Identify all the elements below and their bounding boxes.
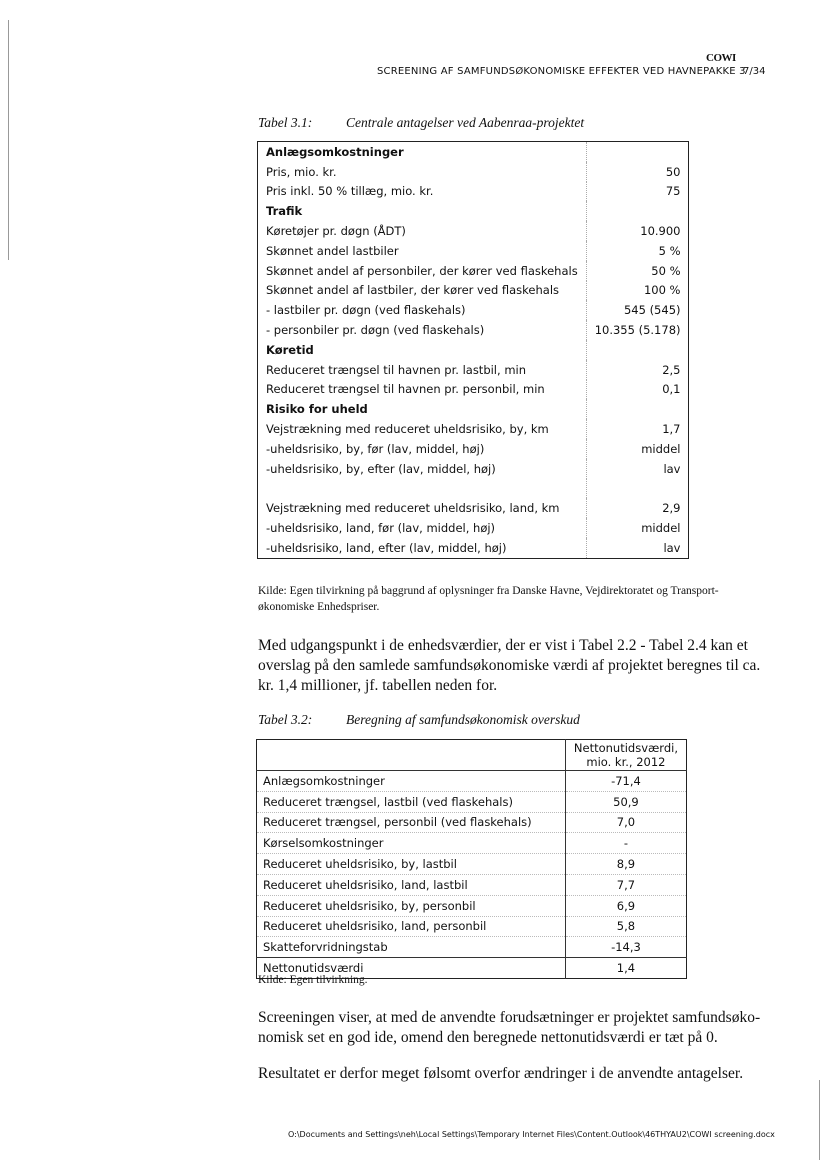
table-header-row [257, 740, 687, 771]
table-cell-label: Anlægsomkostninger [257, 771, 566, 792]
table-cell-value: 50,9 [565, 791, 686, 812]
assumptions-table [257, 141, 689, 559]
paragraph-2-line1: Screeningen viser, at med de anvendte forudsætninger er projektet samfundsøko- [258, 1009, 761, 1026]
table1-caption-text: Centrale antagelser ved Aabenraa-projektet [346, 115, 585, 130]
surplus-table [256, 739, 687, 979]
page-header-title: SCREENING AF SAMFUNDSØKONOMISKE EFFEKTER VED HAVNEPAKKE 3 [377, 66, 746, 77]
table-cell-value: 7,7 [565, 874, 686, 895]
table-row [257, 771, 687, 792]
table-cell-value: 10.900 [640, 224, 681, 239]
table-cell-label: Reduceret uheldsrisiko, by, personbil [257, 895, 566, 916]
table-cell-value [586, 201, 688, 221]
table-row [258, 498, 689, 518]
table1-caption [258, 115, 584, 131]
table-row [258, 281, 689, 301]
table-cell-label: -uheldsrisiko, by, før (lav, middel, høj) [258, 439, 587, 459]
paragraph-2-line2: nomisk set en god ide, omend den beregnede nettonutidsværdi er tæt på 0. [258, 1029, 718, 1046]
table-cell-label: -uheldsrisiko, land, før (lav, middel, høj) [258, 518, 587, 538]
table-cell-label: Skønnet andel lastbiler [258, 241, 587, 261]
table-header-npv [565, 740, 686, 771]
scan-edge-right [819, 1080, 820, 1160]
table-cell-value: 2,9 [662, 501, 681, 516]
table1-source [258, 583, 778, 615]
table-row [258, 241, 689, 261]
surplus-table-body [257, 740, 687, 979]
table-cell-label: Skatteforvridningstab [257, 937, 566, 958]
table-cell-label: Reduceret uheldsrisiko, by, lastbil [257, 854, 566, 875]
table-cell-label: -uheldsrisiko, by, efter (lav, middel, høj) [258, 459, 587, 479]
table-cell-value: 2,5 [662, 362, 681, 377]
table-row [258, 538, 689, 558]
table-header-npv-line1: Nettonutidsværdi, [573, 741, 678, 755]
table2-caption-number: Tabel 3.2: [258, 712, 313, 727]
table-cell-value: 7,0 [565, 812, 686, 833]
table-cell-value: -71,4 [611, 773, 641, 788]
table-cell-label: Kørselsomkostninger [257, 833, 566, 854]
table-cell-value: lav [663, 540, 681, 555]
table-row [258, 459, 689, 479]
table-cell-label: Trafik [258, 201, 587, 221]
paragraph-1-line2: overslag på den samlede samfundsøkonomiske værdi af projektet beregnes til ca. [258, 657, 761, 674]
table-row [258, 340, 689, 360]
scan-edge-left [8, 20, 9, 260]
table-cell-value: 545 (545) [623, 303, 681, 318]
table-row [258, 518, 689, 538]
table-cell-label: Anlægsomkostninger [258, 142, 587, 162]
table-row [258, 142, 689, 162]
table-cell-label: Skønnet andel af lastbiler, der kører ved flaskehals [258, 281, 587, 301]
paragraph-3 [258, 1064, 798, 1084]
table-row [257, 895, 687, 916]
table-cell-label: - lastbiler pr. døgn (ved flaskehals) [258, 300, 587, 320]
table-cell-value: 100 % [643, 283, 681, 298]
table-row [257, 791, 687, 812]
table-cell-label: Pris, mio. kr. [258, 162, 587, 182]
table-cell-label: -uheldsrisiko, land, efter (lav, middel, høj) [258, 538, 587, 558]
table-cell-label: Reduceret trængsel, lastbil (ved flaskehals) [257, 791, 566, 812]
table2-caption-text: Beregning af samfundsøkonomisk overskud [346, 712, 580, 727]
table-row [257, 916, 687, 937]
table-cell-label: - personbiler pr. døgn (ved flaskehals) [258, 320, 587, 340]
assumptions-table-body [258, 142, 689, 559]
table-cell-value [586, 479, 688, 499]
table-row [258, 479, 689, 499]
table-cell-value: 1,7 [662, 422, 681, 437]
table-cell-label: Risiko for uheld [258, 399, 587, 419]
table-row [258, 380, 689, 400]
table-cell-label: Reduceret trængsel til havnen pr. lastbil, min [258, 360, 587, 380]
table-row [258, 360, 689, 380]
table-cell-value: 8,9 [565, 854, 686, 875]
paragraph-1-line1: Med udgangspunkt i de enhedsværdier, der er vist i Tabel 2.2 - Tabel 2.4 kan et [258, 637, 748, 654]
paragraph-1 [258, 636, 798, 696]
table-cell-label: Vejstrækning med reduceret uheldsrisiko, by, km [258, 419, 587, 439]
table-cell-label: Køretøjer pr. døgn (ÅDT) [258, 221, 587, 241]
table-cell-label: Vejstrækning med reduceret uheldsrisiko, land, km [258, 498, 587, 518]
table-row [257, 937, 687, 958]
table-cell-value: 5 % [658, 243, 681, 258]
table-row [258, 261, 689, 281]
table-cell-label: Køretid [258, 340, 587, 360]
table-row [258, 419, 689, 439]
table-cell-value: 0,1 [662, 382, 681, 397]
table-row [258, 300, 689, 320]
table-cell-value: 5,8 [565, 916, 686, 937]
table-cell-value: 75 [665, 184, 681, 199]
table-cell-value: - [565, 833, 686, 854]
table1-source-line1: Kilde: Egen tilvirkning på baggrund af oplysninger fra Danske Havne, Vejdirektoratet og Transport- [258, 585, 719, 597]
page-number: 7/34 [743, 66, 766, 77]
table-cell-label: Pris inkl. 50 % tillæg, mio. kr. [258, 182, 587, 202]
table-cell-value [586, 340, 688, 360]
company-logo: COWI [706, 52, 736, 64]
table-row [258, 221, 689, 241]
table1-caption-number: Tabel 3.1: [258, 115, 313, 130]
table-cell-value: 6,9 [565, 895, 686, 916]
table-row [258, 201, 689, 221]
table-cell-value: middel [641, 441, 681, 456]
table-total-label: Nettonutidsværdi [257, 958, 566, 979]
table-row [257, 833, 687, 854]
table-cell-label: Reduceret trængsel, personbil (ved flaskehals) [257, 812, 566, 833]
footer-file-path: O:\Documents and Settings\neh\Local Settings\Temporary Internet Files\Content.Outlook\46THYAU2\COWI screening.docx [288, 1130, 775, 1139]
table-row [258, 182, 689, 202]
table-row [258, 320, 689, 340]
table-cell-value: 50 [665, 164, 681, 179]
table-cell-label [258, 479, 587, 499]
table-cell-label: Skønnet andel af personbiler, der kører ved flaskehals [258, 261, 587, 281]
table-cell-value: 50 % [651, 263, 681, 278]
table-cell-value: lav [663, 461, 681, 476]
table-row [257, 812, 687, 833]
table-total-value: 1,4 [565, 958, 686, 979]
table-cell-value: -14,3 [565, 937, 686, 958]
table-header-empty [257, 740, 566, 771]
table-row [258, 399, 689, 419]
table2-source: Kilde: Egen tilvirkning. [258, 974, 368, 986]
table-row [258, 439, 689, 459]
table-cell-value [586, 142, 688, 162]
table-cell-label: Reduceret trængsel til havnen pr. personbil, min [258, 380, 587, 400]
table-cell-label: Reduceret uheldsrisiko, land, lastbil [257, 874, 566, 895]
table-row [257, 854, 687, 875]
table-cell-value [586, 399, 688, 419]
table-cell-label: Reduceret uheldsrisiko, land, personbil [257, 916, 566, 937]
table-row [258, 162, 689, 182]
table-header-npv-line2: mio. kr., 2012 [586, 755, 666, 769]
paragraph-1-line3: kr. 1,4 millioner, jf. tabellen neden for. [258, 677, 498, 694]
paragraph-2 [258, 1008, 798, 1048]
table-cell-value: 10.355 (5.178) [594, 323, 681, 338]
paragraph-3-line1: Resultatet er derfor meget følsomt overfor ændringer i de anvendte antagelser. [258, 1065, 744, 1082]
table2-caption [258, 712, 580, 728]
table-cell-value: middel [641, 521, 681, 536]
table-row [257, 874, 687, 895]
table1-source-line2: økonomiske Enhedspriser. [258, 601, 380, 613]
